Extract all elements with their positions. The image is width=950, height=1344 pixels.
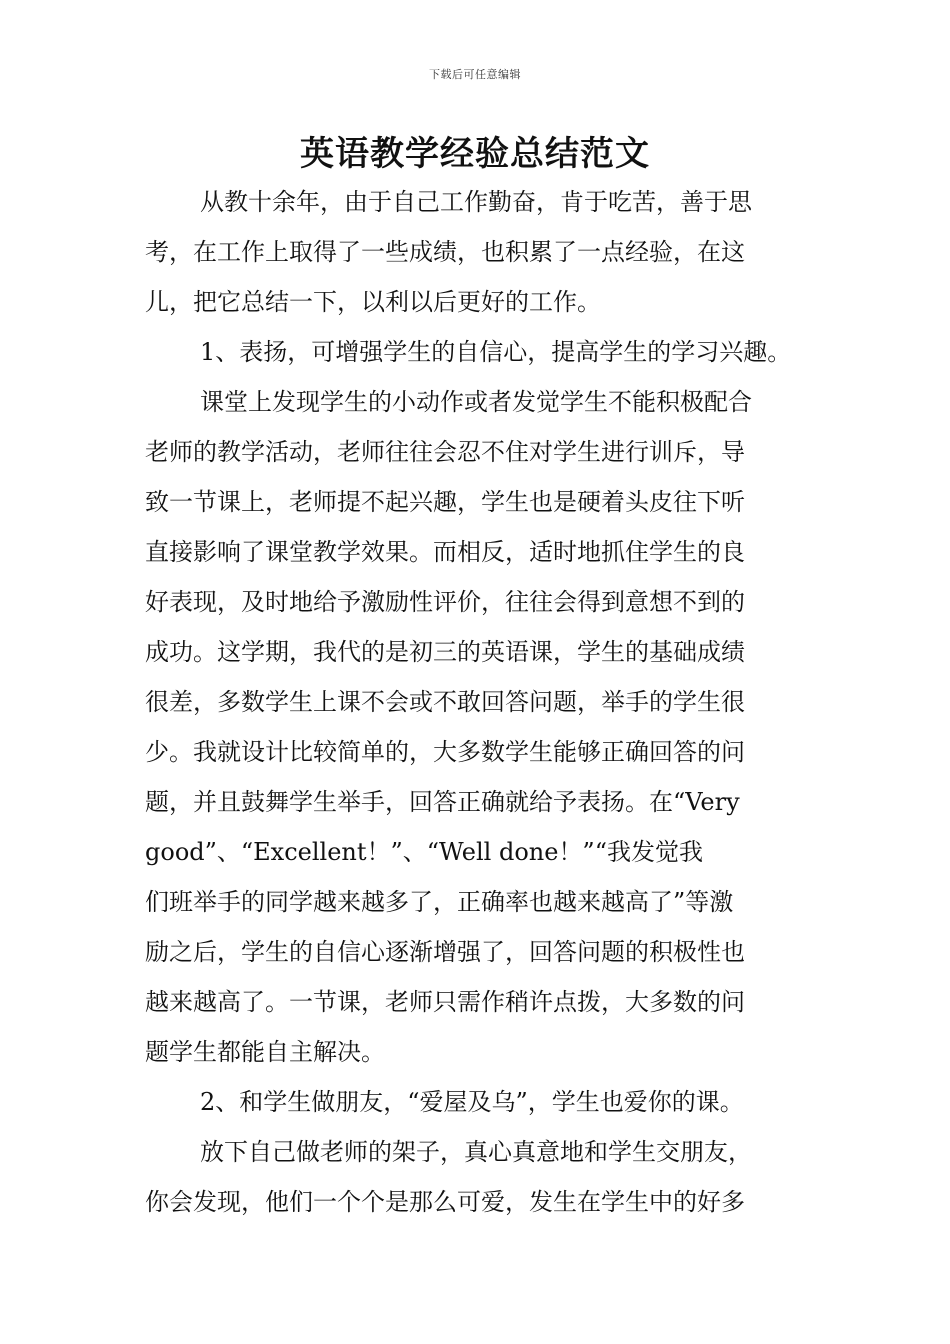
paragraph-praise-line: 课堂上发现学生的小动作或者发觉学生不能积极配合	[200, 388, 752, 416]
paragraph-praise-line: 越来越高了。一节课，老师只需作稍许点拨，大多数的问	[145, 988, 745, 1016]
paragraph-praise-line: 老师的教学活动，老师往往会忍不住对学生进行训斥，导	[145, 438, 745, 466]
paragraph-friends-line: 放下自己做老师的架子，真心真意地和学生交朋友，	[200, 1138, 752, 1166]
paragraph-praise-line: 致一节课上，老师提不起兴趣，学生也是硬着头皮往下听	[145, 488, 745, 516]
paragraph-praise-line: good”、“Excellent！”、“Well done！”“我发觉我	[145, 838, 703, 866]
paragraph-praise-line: 很差，多数学生上课不会或不敢回答问题，举手的学生很	[145, 688, 745, 716]
page-header-note: 下载后可任意编辑	[429, 68, 521, 81]
paragraph-praise-line: 少。我就设计比较简单的，大多数学生能够正确回答的问	[145, 738, 745, 766]
paragraph-praise-line: 题，并且鼓舞学生举手，回答正确就给予表扬。在“Very	[145, 788, 740, 816]
paragraph-praise-line: 励之后，学生的自信心逐渐增强了，回答问题的积极性也	[145, 938, 745, 966]
document-title: 英语教学经验总结范文	[300, 134, 650, 174]
paragraph-friends-line: 你会发现，他们一个个是那么可爱，发生在学生中的好多	[145, 1188, 745, 1216]
paragraph-praise-line: 成功。这学期，我代的是初三的英语课，学生的基础成绩	[145, 638, 745, 666]
paragraph-praise-line: 直接影响了课堂教学效果。而相反，适时地抓住学生的良	[145, 538, 745, 566]
document-body	[145, 177, 810, 1227]
paragraph-praise-line: 题学生都能自主解决。	[145, 1038, 385, 1066]
paragraph-intro-line: 考，在工作上取得了一些成绩，也积累了一点经验，在这	[145, 238, 745, 266]
paragraph-praise-line: 好表现，及时地给予激励性评价，往往会得到意想不到的	[145, 588, 745, 616]
paragraph-intro-line: 从教十余年，由于自己工作勤奋，肯于吃苦，善于思	[200, 188, 752, 216]
paragraph-intro-line: 儿，把它总结一下，以利以后更好的工作。	[145, 288, 601, 316]
section-heading-1: 1、表扬，可增强学生的自信心，提高学生的学习兴趣。	[200, 338, 792, 366]
section-heading-2: 2、和学生做朋友，“爱屋及乌”，学生也爱你的课。	[200, 1088, 744, 1116]
paragraph-praise-line: 们班举手的同学越来越多了，正确率也越来越高了”等激	[145, 888, 734, 916]
